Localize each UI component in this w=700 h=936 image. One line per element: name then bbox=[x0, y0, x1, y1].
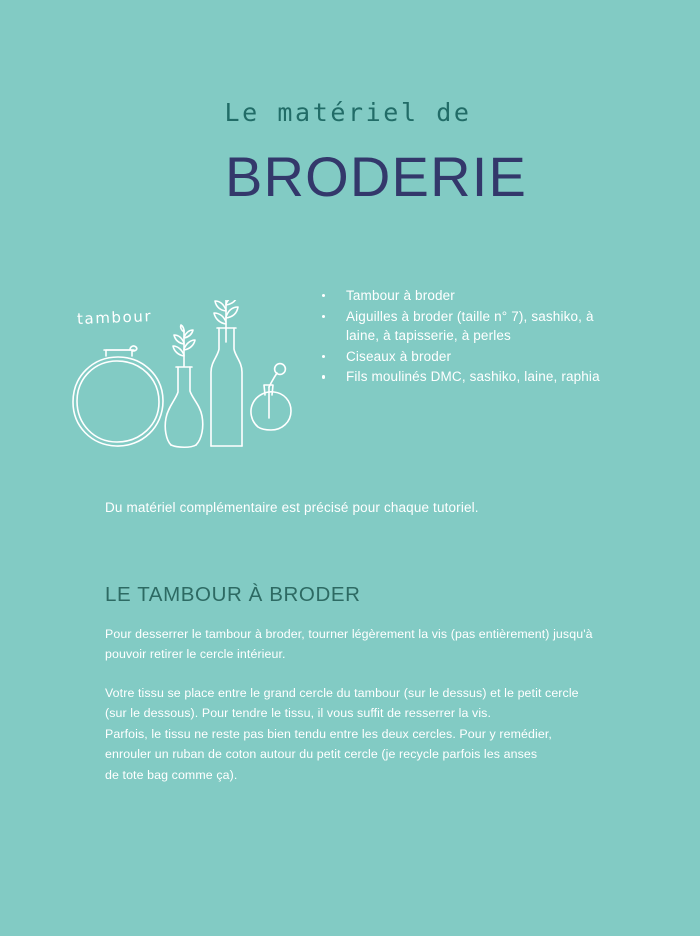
list-item: Fils moulinés DMC, sashiko, laine, raphia bbox=[318, 367, 618, 387]
supplies-illustration bbox=[58, 300, 308, 470]
section-paragraph-1: Pour desserrer le tambour à broder, tourner légèrement la vis (pas entièrement) jusqu'à pouvoir retirer le cercle intérieur. bbox=[105, 627, 593, 662]
rounded-vase-icon bbox=[165, 325, 203, 447]
paragraph-line: enrouler un ruban de coton autour du petit cercle (je recycle parfois les anses bbox=[105, 747, 538, 762]
title-main: BRODERIE bbox=[224, 145, 528, 208]
tall-bottle-icon bbox=[211, 300, 242, 446]
paragraph-line: Parfois, le tissu ne reste pas bien tendu entre les deux cercles. Pour y remédier, bbox=[105, 726, 552, 741]
supplies-list bbox=[318, 286, 618, 388]
paragraph-line: Votre tissu se place entre le grand cercle du tambour (sur le dessus) et le petit cercle bbox=[105, 686, 579, 700]
paragraph-line: (sur le dessous). Pour tendre le tissu, il vous suffit de resserrer la vis. bbox=[105, 706, 492, 721]
section-paragraph-2 bbox=[105, 683, 625, 785]
paragraph-line: de tote bag comme ça). bbox=[105, 767, 238, 782]
embroidery-hoop-icon bbox=[73, 346, 163, 446]
title-eyebrow: Le matériel de bbox=[224, 98, 472, 127]
section-heading: LE TAMBOUR À BRODER bbox=[105, 583, 361, 606]
page-title bbox=[0, 98, 700, 208]
list-item: Tambour à broder bbox=[318, 286, 618, 306]
supplementary-note: Du matériel complémentaire est précisé pour chaque tutoriel. bbox=[105, 500, 479, 515]
illustration-label: tambour bbox=[76, 307, 153, 328]
list-item: Aiguilles à broder (taille n° 7), sashiko, à laine, à tapisserie, à perles bbox=[318, 307, 618, 346]
small-round-vase-icon bbox=[251, 364, 291, 430]
list-item: Ciseaux à broder bbox=[318, 347, 618, 367]
